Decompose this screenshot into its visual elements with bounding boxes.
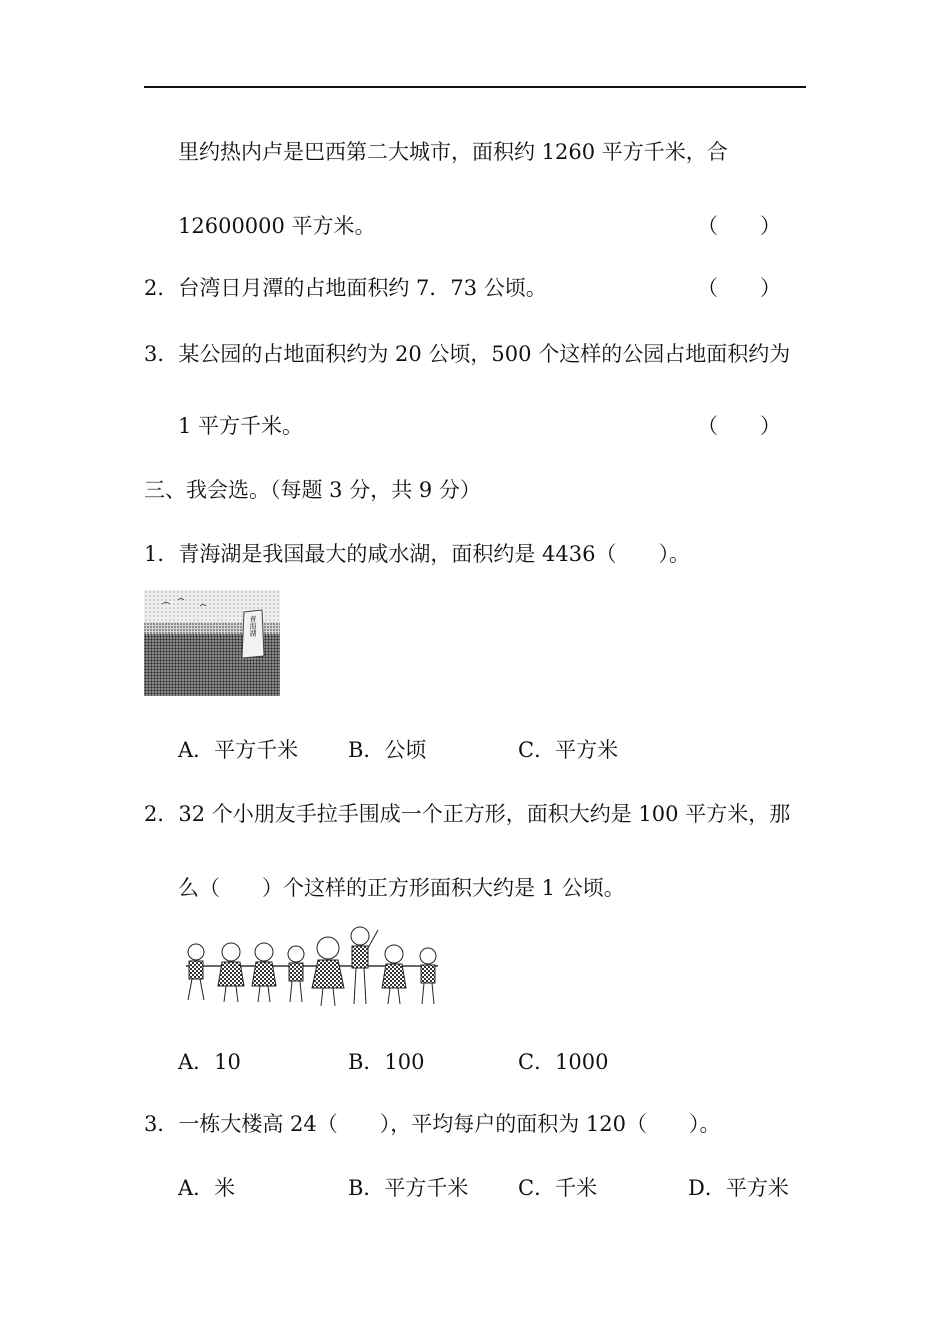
judge-q1-continued: 里约热内卢是巴西第二大城市，面积约 1260 平方千米，合 bbox=[178, 140, 728, 164]
choose-q3-option-a[interactable]: A．米 bbox=[178, 1176, 236, 1200]
children-holding-hands-illustration bbox=[176, 922, 448, 1012]
choose-q3: 3．一栋大楼高 24（ ），平均每户的面积为 120（ ）。 bbox=[144, 1112, 721, 1136]
choose-q2-line2: 么（ ）个这样的正方形面积大约是 1 公顷。 bbox=[178, 876, 625, 900]
choose-q3-option-b[interactable]: B．平方千米 bbox=[348, 1176, 469, 1200]
answer-blank-q3[interactable]: （ ） bbox=[697, 414, 781, 438]
section3-title: 三、我会选。（每题 3 分，共 9 分） bbox=[144, 478, 481, 502]
answer-blank-q1[interactable]: （ ） bbox=[697, 214, 781, 238]
judge-q2: 2．台湾日月潭的占地面积约 7．73 公顷。 bbox=[144, 276, 547, 300]
lake-sign-text: 青海湖 bbox=[249, 615, 257, 637]
judge-q3-line2: 1 平方千米。 bbox=[178, 414, 304, 438]
choose-q2-option-a[interactable]: A．10 bbox=[178, 1050, 241, 1074]
choose-q1: 1．青海湖是我国最大的咸水湖，面积约是 4436（ ）。 bbox=[144, 542, 690, 566]
choose-q3-option-c[interactable]: C．千米 bbox=[518, 1176, 598, 1200]
choose-q2-option-b[interactable]: B．100 bbox=[348, 1050, 425, 1074]
header-rule bbox=[144, 86, 806, 88]
choose-q3-option-d[interactable]: D．平方米 bbox=[688, 1176, 789, 1200]
answer-blank-q2[interactable]: （ ） bbox=[697, 276, 781, 300]
judge-q1-continued-2: 12600000 平方米。 bbox=[178, 214, 376, 238]
choose-q1-option-b[interactable]: B．公顷 bbox=[348, 738, 427, 762]
choose-q1-option-a[interactable]: A．平方千米 bbox=[178, 738, 299, 762]
choose-q1-option-c[interactable]: C．平方米 bbox=[518, 738, 619, 762]
choose-q2-option-c[interactable]: C．1000 bbox=[518, 1050, 609, 1074]
judge-q3-line1: 3．某公园的占地面积约为 20 公顷，500 个这样的公园占地面积约为 bbox=[144, 342, 791, 366]
qinghai-lake-photo bbox=[144, 590, 280, 696]
choose-q2-line1: 2．32 个小朋友手拉手围成一个正方形，面积大约是 100 平方米，那 bbox=[144, 802, 791, 826]
